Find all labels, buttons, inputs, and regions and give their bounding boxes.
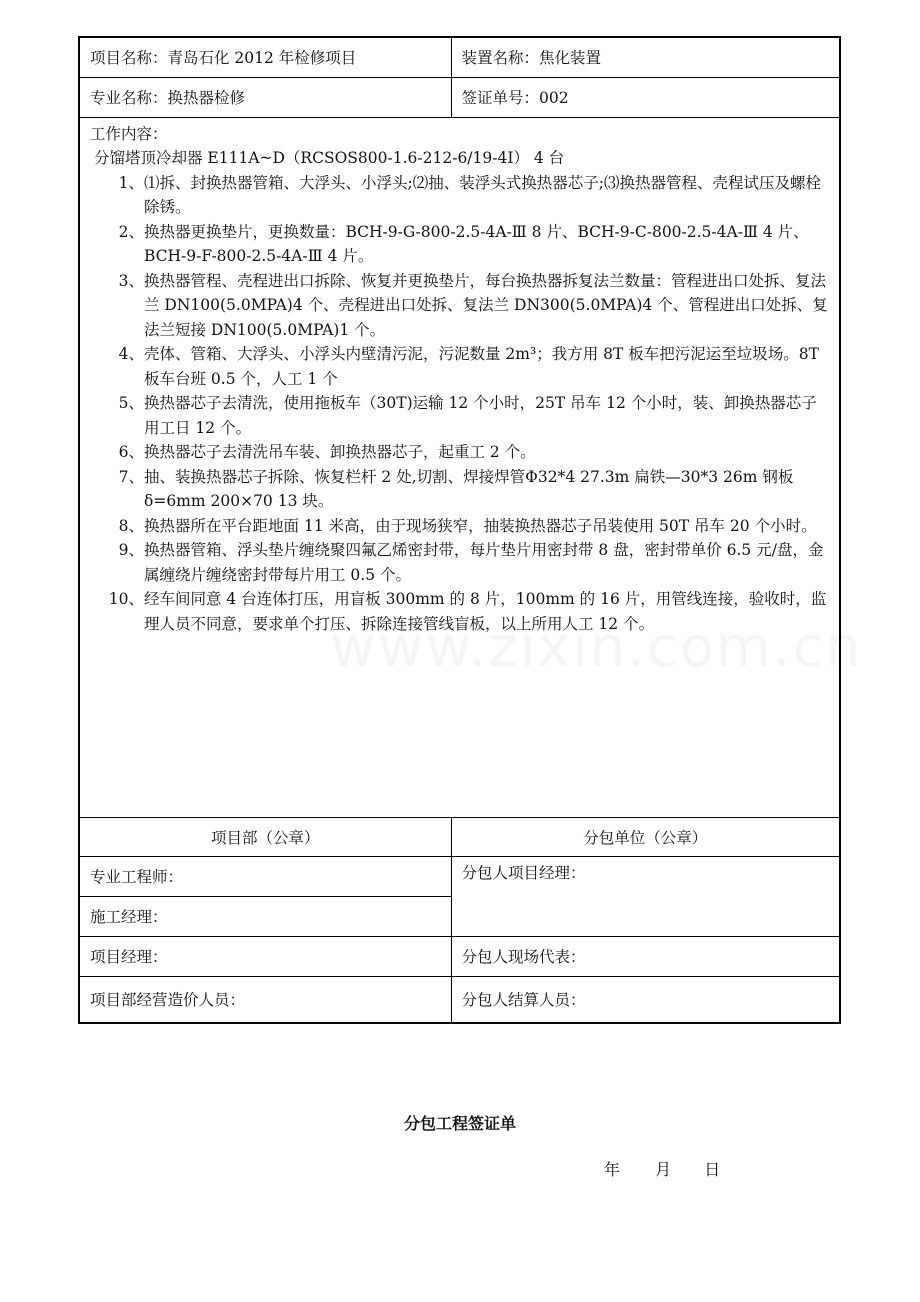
header-row-2 [79,77,840,117]
work-content-row [79,117,840,817]
work-item-text: 壳体、管箱、大浮头、小浮头内壁清污泥，污泥数量 2m³；我方用 8T 板车把污泥运至垃圾场。8T 板车台班 0.5 个，人工 1 个 [144,345,819,388]
work-item-text: 换热器管程、壳程进出口拆除、恢复并更换垫片，每台换热器拆复法兰数量：管程进出口处拆、复法兰 DN100(5.0MPA)4 个、壳程进出口处拆、复法兰 DN300(5.0MPA)4 个、管程进出口处拆、复法兰短接 DN100(5.0MPA)1 个。 [144,271,828,339]
certificate-form [78,36,841,1024]
work-content-cell [79,117,840,817]
document-title: 分包工程签证单 [403,1114,516,1133]
work-item-number: 4、 [118,345,144,363]
sub-pm-field: 分包人项目经理： [451,856,840,936]
work-item [90,269,831,343]
date-month: 月 [655,1160,672,1179]
work-item-number: 8、 [118,516,144,535]
work-item-number: 5、 [118,394,144,412]
sub-settlement-field: 分包人结算人员： [451,976,840,1023]
work-item-text: 换热器所在平台距地面 11 米高，由于现场狭窄，抽装换热器芯子吊装使用 50T 吊车 20 个小时。 [144,516,817,535]
work-item-number: 3、 [118,271,144,290]
work-item-text: 换热器芯子去清洗吊车装、卸换热器芯子，起重工 2 个。 [144,443,536,461]
seal-row [79,817,840,856]
engineer-field: 专业工程师： [79,856,451,896]
signature-row [79,856,840,896]
work-item [90,171,831,220]
specialty-cell: 专业名称：换热器检修 [79,77,451,117]
work-item [90,391,831,440]
unit-name-cell: 装置名称：焦化装置 [451,37,840,77]
subcontractor-seal: 分包单位（公章） [451,817,840,856]
date-line [604,1157,720,1180]
signature-row [79,976,840,1023]
work-item-text: 抽、装换热器芯子拆除、恢复栏杆 2 处,切割、焊接焊管Φ32*4 27.3m 扁铁—30*3 26m 钢板δ=6mm 200×70 13 块。 [144,467,794,510]
signature-row [79,936,840,976]
work-item-number: 1、 [118,173,144,192]
work-item-text: 换热器更换垫片，更换数量：BCH-9-G-800-2.5-4A-Ⅲ 8 片、BCH-9-C-800-2.5-4A-Ⅲ 4 片、BCH-9-F-800-2.5-4A-Ⅲ 4 片。 [144,222,809,265]
work-subtitle: 分馏塔顶冷却器 E111A~D（RCSOS800-1.6-212-6/19-4Ⅰ） 4 台 [94,149,565,167]
work-item [90,538,831,587]
work-item-number: 7、 [118,467,144,486]
work-item-text: 换热器芯子去清洗，使用拖板车（30T)运输 12 个小时，25T 吊车 12 个小时，装、卸换热器芯子用工日 12 个。 [144,394,817,437]
project-name-cell: 项目名称：青岛石化 2012 年检修项目 [79,37,451,77]
work-item-number: 2、 [118,222,144,241]
header-row-1 [79,37,840,77]
cost-staff-field: 项目部经营造价人员： [79,976,451,1023]
work-item-number: 6、 [118,443,144,461]
work-item-text: 换热器管箱、浮头垫片缠绕聚四氟乙烯密封带，每片垫片用密封带 8 盘，密封带单价 6.5 元/盘，金属缠绕片缠绕密封带每片用工 0.5 个。 [144,541,824,584]
work-item-number: 10、 [108,590,144,608]
work-item [90,220,831,269]
work-items-list [90,171,831,637]
work-heading: 工作内容： [90,124,168,143]
work-item [90,587,831,636]
date-day: 日 [704,1160,721,1179]
work-item-text: ⑴拆、封换热器管箱、大浮头、小浮头;⑵抽、装浮头式换热器芯子;⑶换热器管程、壳程试压及螺栓除锈。 [144,173,821,216]
work-item-text: 经车间同意 4 台连体打压，用盲板 300mm 的 8 片，100mm 的 16 片，用管线连接，验收时，监理人员不同意，要求单个打压、拆除连接管线盲板，以上所用人工 12 个。 [144,590,827,633]
construction-mgr-field: 施工经理： [79,896,451,936]
work-item [90,342,831,391]
cert-no-cell: 签证单号：002 [451,77,840,117]
project-dept-seal: 项目部（公章） [79,817,451,856]
work-item [90,514,831,539]
project-mgr-field: 项目经理： [79,936,451,976]
date-year: 年 [604,1160,621,1179]
sub-site-rep-field: 分包人现场代表： [451,936,840,976]
work-item-number: 9、 [118,541,144,559]
work-item [90,465,831,514]
work-item [90,440,831,465]
